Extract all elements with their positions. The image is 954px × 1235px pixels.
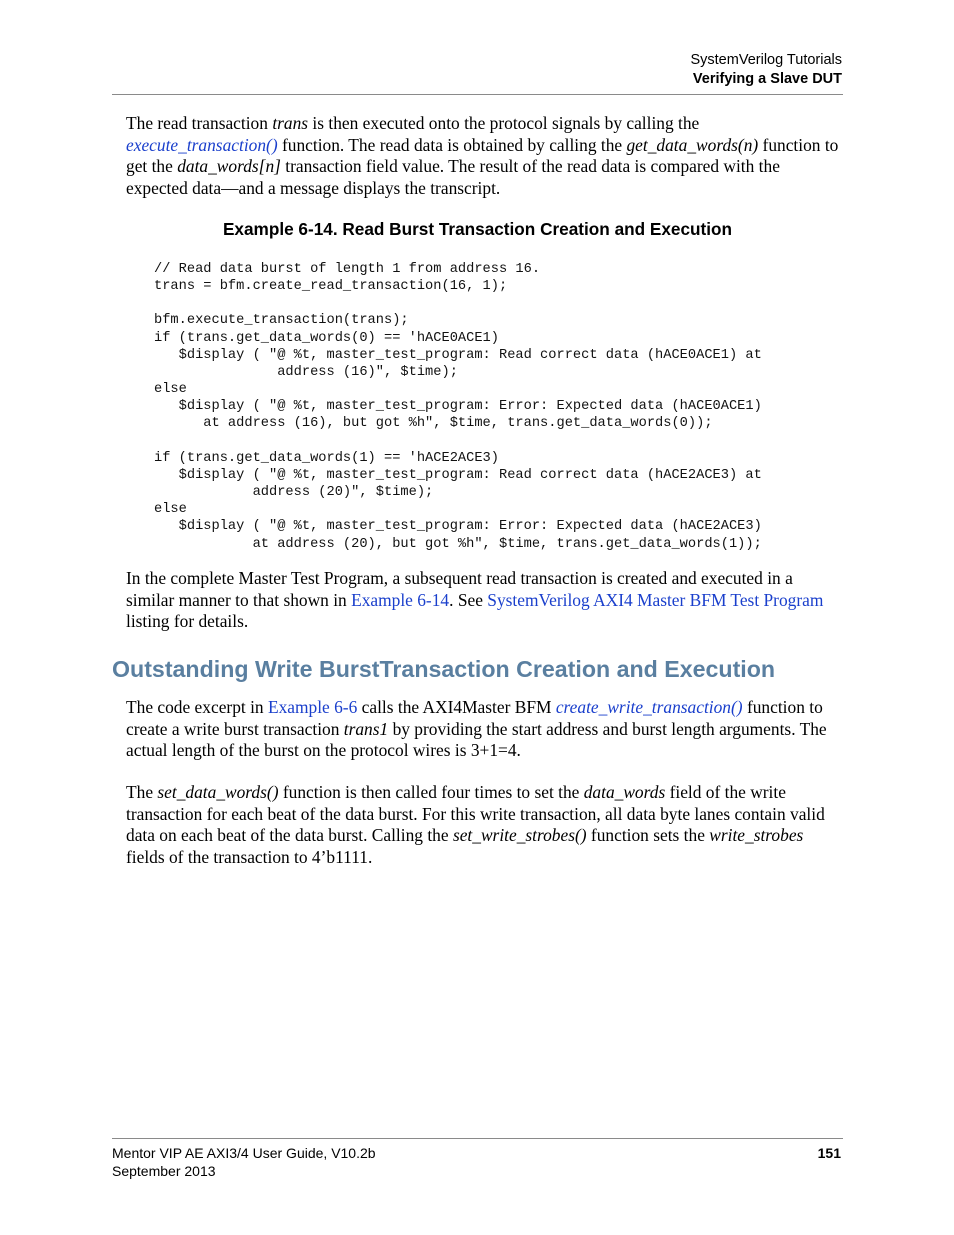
master-bfm-test-program-link[interactable]: SystemVerilog AXI4 Master BFM Test Program <box>487 589 824 610</box>
set-data-words-paragraph: The set_data_words() function is then called four times to set the data_words field of the write transaction for each beat of the data burst. For this write transaction, all data byte lanes contain valid data on each beat of the data burst. Calling the set_write_strobes() function sets the write_strobes fields of the transaction to 4’b1111. <box>126 782 825 867</box>
header-rule <box>112 94 843 95</box>
footer-date: September 2013 <box>112 1162 216 1179</box>
header-section: SystemVerilog Tutorials <box>690 52 842 68</box>
example-6-14-link[interactable]: Example 6-14 <box>351 589 450 610</box>
create-write-transaction-link[interactable]: create_write_transaction() <box>555 697 743 717</box>
footer-title: Mentor VIP AE AXI3/4 User Guide, V10.2b <box>112 1145 376 1161</box>
footer-info <box>112 1145 376 1180</box>
section-heading: Outstanding Write BurstTransaction Creation and Execution <box>112 656 776 682</box>
code-listing: // Read data burst of length 1 from address 16. trans = bfm.create_read_transaction(16, 1); bfm.execute_transaction(trans); if (trans.get_data_words(0) == 'hACE0ACE1) $display ( "@ %t, master_test_program: Read correct data (hACE0ACE1) at address (16)", $time); else $display ( "@ %t, master_test_program: Error: Expected data (hACE0ACE1) at address (16), but got %h", $time, trans.get_data_words(0)); if (trans.get_data_words(1) == 'hACE2ACE3) $display ( "@ %t, master_test_program: Read correct data (hACE2ACE3) at address (20)", $time); else $display ( "@ %t, master_test_program: Error: Expected data (hACE2ACE3) at address (20), but got %h", $time, trans.get_data_words(1)); <box>154 262 762 552</box>
intro-paragraph: The read transaction trans is then executed onto the protocol signals by calling the execute_transaction() function. The read data is obtained by calling the get_data_words(n) function to get the data_words[n] transaction field value. The result of the read data is compared with the expected data—and a message displays the transcript. <box>126 113 839 198</box>
write-burst-paragraph: The code excerpt in Example 6-6 calls the AXI4Master BFM create_write_transaction() function to create a write burst transaction trans1 by providing the start address and burst length arguments. The actual length of the burst on the protocol wires is 3+1=4. <box>126 697 827 761</box>
header-subsection: Verifying a Slave DUT <box>692 71 842 87</box>
footer-rule <box>112 1138 843 1139</box>
example-caption: Example 6-14. Read Burst Transaction Creation and Execution <box>222 219 733 239</box>
page-number: 151 <box>817 1145 841 1161</box>
followup-paragraph: In the complete Master Test Program, a subsequent read transaction is created and executed in a similar manner to that shown in Example 6-14. See SystemVerilog AXI4 Master BFM Test Program listing for details. <box>126 568 824 632</box>
running-header <box>690 51 842 89</box>
execute-transaction-link[interactable]: execute_transaction() <box>126 134 278 155</box>
example-6-6-link[interactable]: Example 6-6 <box>267 697 358 717</box>
